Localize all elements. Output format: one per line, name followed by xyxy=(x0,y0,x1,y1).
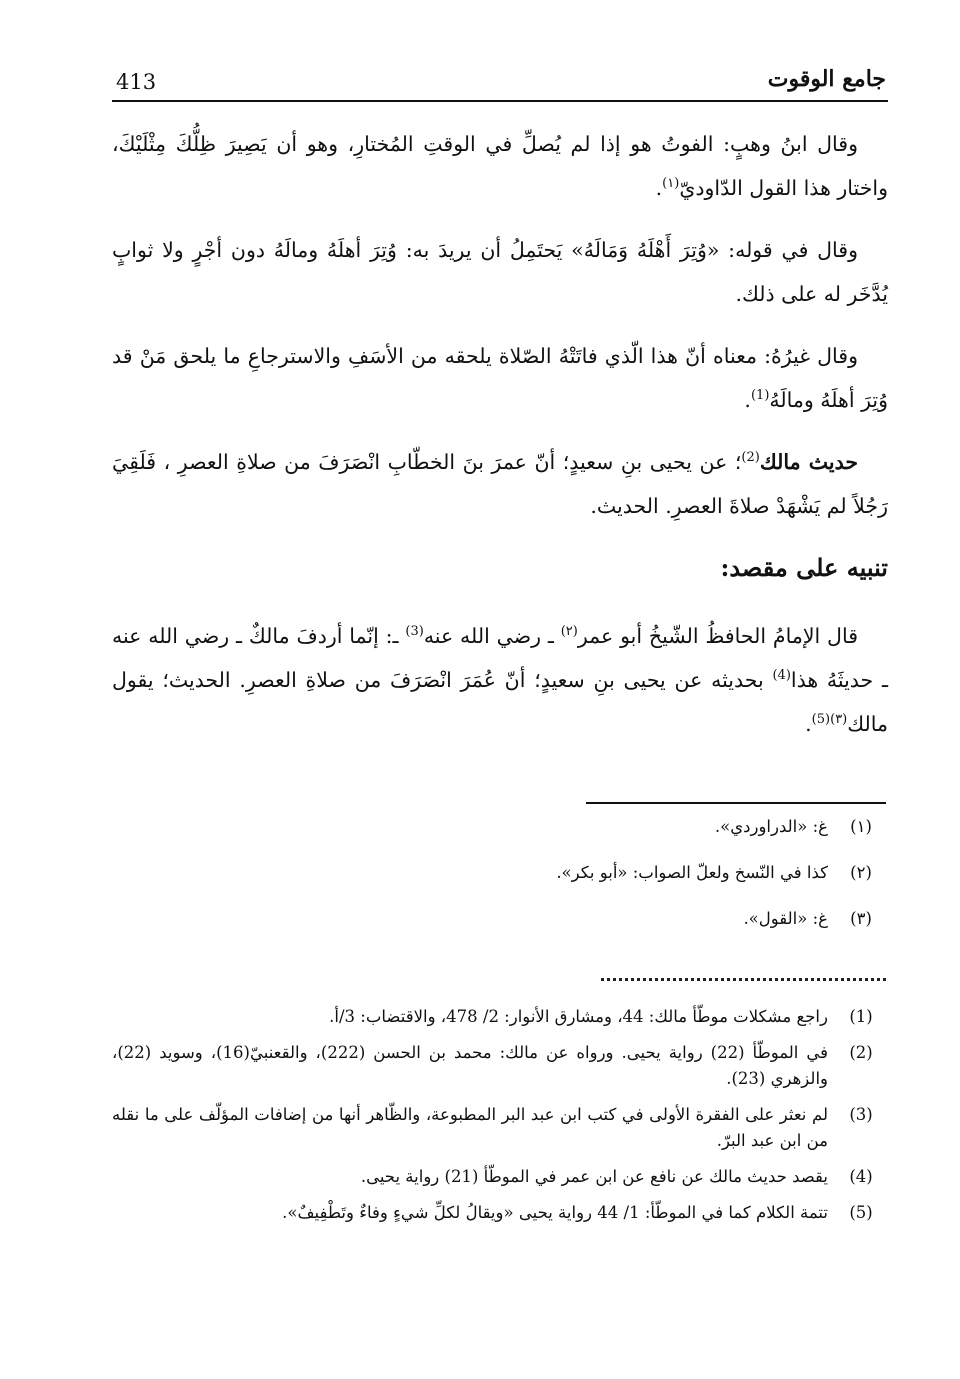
footnote-number: (1) xyxy=(849,1007,873,1026)
footnote-ref: (٣)(5) xyxy=(811,712,848,728)
footnote-text: تتمة الكلام كما في الموطّأ: 1/ 44 رواية يحيى «ويقالُ لكلِّ شيءٍ وفاءٌ وتَطْفِيفٌ». xyxy=(282,1203,828,1222)
footnote-ref: (٢) xyxy=(560,624,578,640)
section-heading: تنبيه على مقصد: xyxy=(720,553,888,582)
footnote-number: (١) xyxy=(850,817,872,836)
footnote-number: (2) xyxy=(849,1043,873,1062)
paragraph-text-d: بحديثه عن يحيى بنِ سعيدٍ؛ أنّ عُمَرَ انْصَرَفَ من صلاةِ العصرِ. الحديث؛ يقول مالك xyxy=(112,668,888,736)
footnote-item xyxy=(112,1164,888,1190)
footnote-text: يقصد حديث مالك عن نافع عن ابن عمر في الموطّأ (21) رواية يحيى. xyxy=(360,1167,828,1186)
paragraph-text-b: ـ رضي الله عنه xyxy=(423,624,561,648)
footnote-item xyxy=(112,1200,888,1226)
main-text xyxy=(112,122,888,764)
footnotes-manuscript xyxy=(112,814,888,952)
paragraph-end: . xyxy=(655,176,663,200)
paragraph-wutira xyxy=(112,228,888,316)
paragraph-ibn-wahb xyxy=(112,122,888,210)
footnote-number: (٢) xyxy=(850,863,872,882)
paragraph-text-a: قال الإمامُ الحافظُ الشّيخُ أبو عمر xyxy=(577,624,858,648)
footnote-item xyxy=(112,1004,888,1030)
footnote-ref: (1) xyxy=(750,388,770,404)
paragraph-end: . xyxy=(744,388,751,412)
footnote-separator-dotted xyxy=(601,978,886,981)
footnote-item xyxy=(112,814,888,840)
hadith-lead: حديث مالك xyxy=(759,450,858,474)
page-number: 413 xyxy=(116,70,157,94)
footnote-item xyxy=(112,1040,888,1092)
paragraph-text: وقال غيرُهُ: معناه أنّ هذا الّذي فاتَتْهُ الصّلاة يلحقه من الأسَفِ والاسترجاعِ ما يلحق مَنْ قد وُتِرَ أهلَهُ ومالَهُ xyxy=(112,344,888,412)
footnote-separator-solid xyxy=(586,802,886,804)
footnote-text: راجع مشكلات موطّأ مالك: 44، ومشارق الأنوار: 2/ 478، والاقتضاب: 3/أ. xyxy=(329,1007,828,1026)
footnotes-editor xyxy=(112,1004,888,1236)
running-head: جامع الوقوت xyxy=(767,66,886,92)
footnote-number: (4) xyxy=(849,1167,873,1186)
footnote-ref: (4) xyxy=(772,668,791,684)
paragraph-ghayruhu xyxy=(112,334,888,422)
footnote-ref: (2) xyxy=(741,450,760,466)
footnote-text: غ: «الدراوردي». xyxy=(714,817,828,836)
footnote-number: (3) xyxy=(849,1105,873,1124)
paragraph-text-c: ـ: إنّما أردفَ مالكٌ ـ رضي الله عنه ـ حديثَهُ هذا xyxy=(112,624,888,692)
footnote-ref: (١) xyxy=(662,176,680,192)
footnote-text: كذا في النّسخ ولعلّ الصواب: «أبو بكر». xyxy=(556,863,828,882)
paragraph-text: ؛ عن يحيى بنِ سعيدٍ؛ أنّ عمرَ بنَ الخطّابِ انْصَرَفَ من صلاةِ العصرِ ، فَلَقِيَ رَجُلاً لم يَشْهَدْ صلاةَ العصرِ. الحديث. xyxy=(112,450,888,518)
paragraph-text: وقال ابنُ وهبٍ: الفوتُ هو إذا لم يُصلِّ في الوقتِ المُختارِ، وهو أن يَصِيرَ ظِلُّكَ مِثْلَيْكَ، واختار هذا القول الدّاوديّ xyxy=(112,132,888,200)
footnote-text: في الموطّأ (22) رواية يحيى. ورواه عن مالك: محمد بن الحسن (222)، والقعنبيّ(16)، وسويد (22)، والزهري (23). xyxy=(112,1043,829,1088)
footnote-text: غ: «القول». xyxy=(743,909,828,928)
paragraph-end: . xyxy=(805,712,812,736)
paragraph-text: وقال في قوله: «وُتِرَ أَهْلَهُ وَمَالَهُ» يَحتَمِلُ أن يريدَ به: وُتِرَ أهلَهُ ومالَهُ دون أجْرٍ ولا ثوابٍ يُدَّخَر له على ذلك. xyxy=(112,238,888,306)
paragraph-hadith-malik xyxy=(112,440,888,528)
footnote-text: لم نعثر على الفقرة الأولى في كتب ابن عبد البر المطبوعة، والظّاهر أنها من إضافات المؤلّف على ما نقله من ابن عبد البرّ. xyxy=(112,1105,828,1150)
footnote-item xyxy=(112,906,888,932)
footnote-number: (5) xyxy=(849,1203,873,1222)
footnote-number: (٣) xyxy=(850,909,872,928)
footnote-item xyxy=(112,860,888,886)
footnote-item xyxy=(112,1102,888,1154)
paragraph-abu-umar xyxy=(112,614,888,746)
header-rule xyxy=(112,100,888,102)
footnote-ref: (3) xyxy=(405,624,424,640)
